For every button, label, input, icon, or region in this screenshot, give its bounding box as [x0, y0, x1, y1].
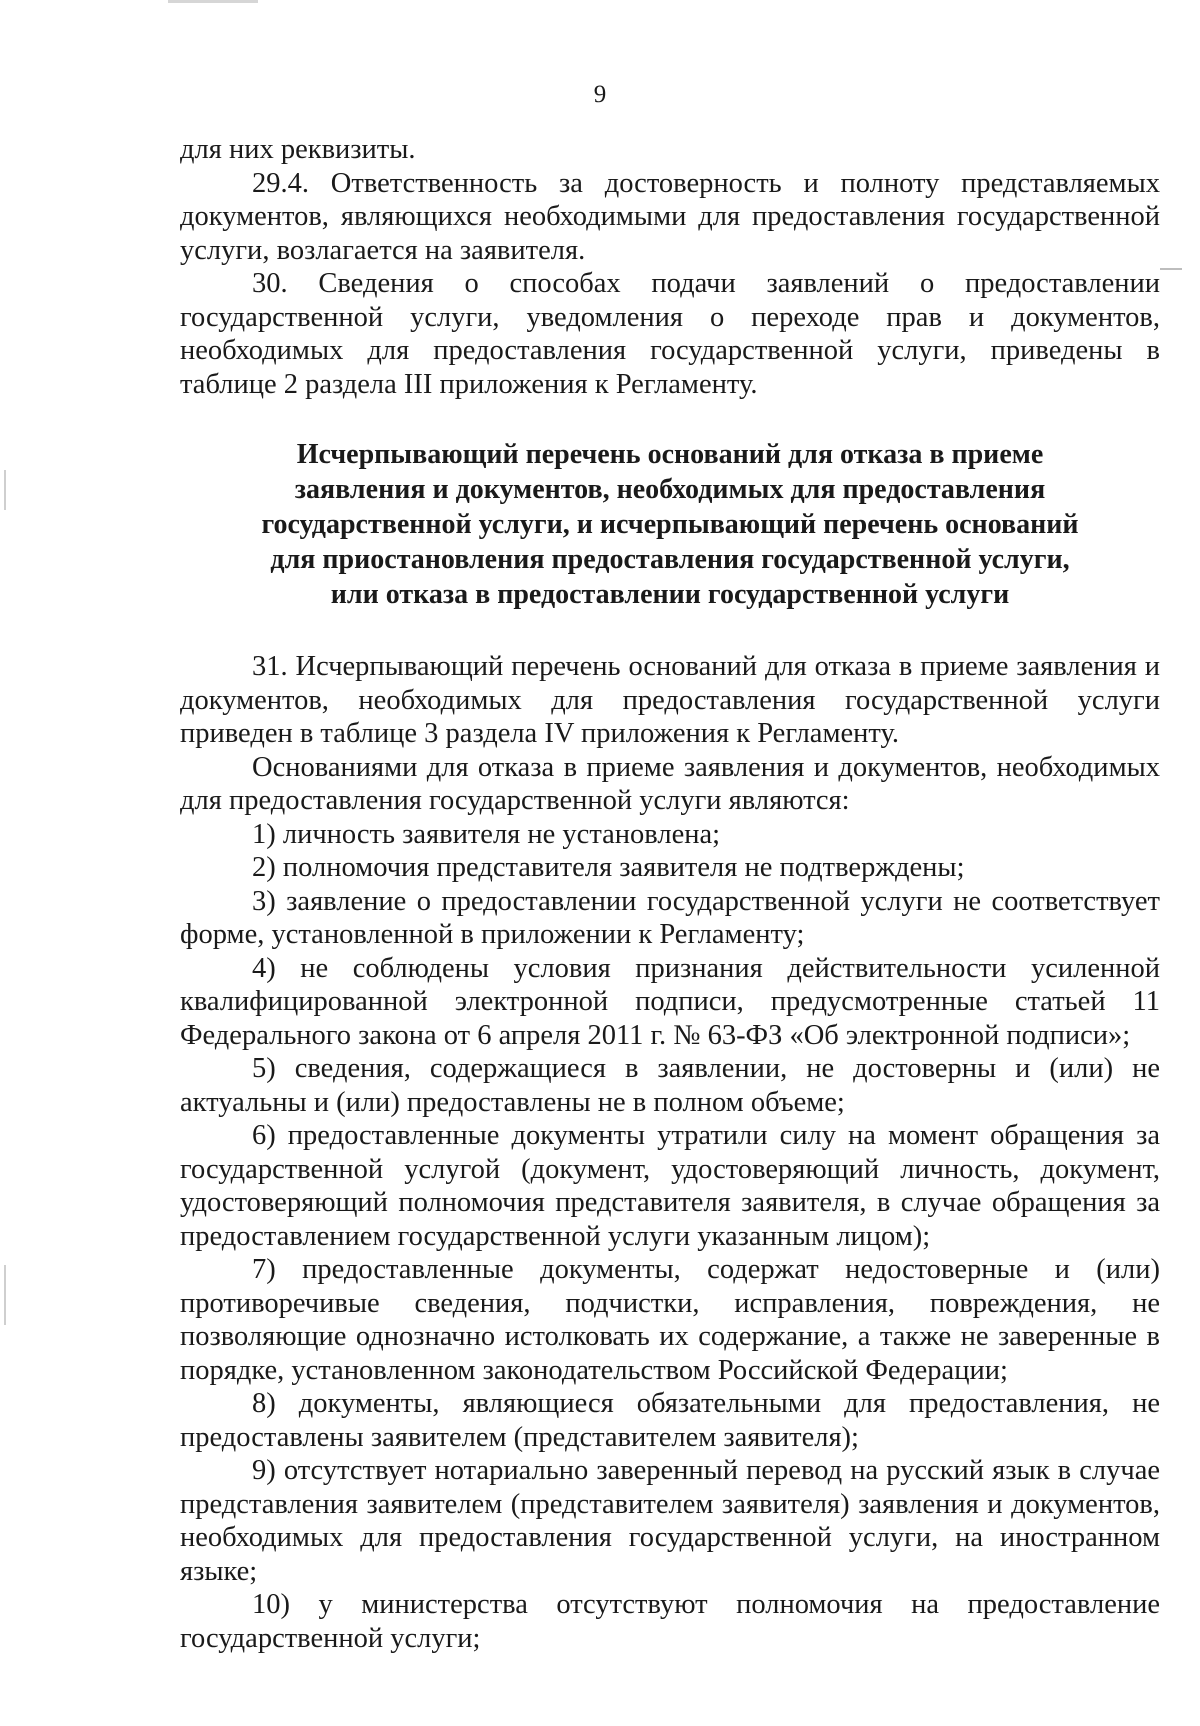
paragraph: 1) личность заявителя не установлена; [252, 818, 721, 850]
heading-line: для приостановления предоставления государственной услуги, [270, 544, 1070, 575]
paragraph: для них реквизиты. [180, 134, 416, 165]
section-heading [180, 437, 1160, 612]
scan-artifact [4, 470, 6, 510]
paragraph: 9) отсутствует нотариально заверенный перевод на русский язык в случае представления заявителем (представителем заявителя) заявления и документов, необходимых для предоставления государственной услуги, на иностранном языке; [180, 1455, 1160, 1587]
paragraph: 7) предоставленные документы, содержат недостоверные и (или) противоречивые сведения, подчистки, исправления, повреждения, не позволяющие однозначно истолковать их содержание, а также не заверенные в порядке, установленном законодательством Российской Федерации; [180, 1254, 1160, 1386]
paragraph: 4) не соблюдены условия признания действительности усиленной квалифицированной электронной подписи, предусмотренные статьей 11 Федерального закона от 6 апреля 2011 г. № 63-ФЗ «Об электронной подписи»; [180, 952, 1160, 1051]
paragraph: 10) у министерства отсутствуют полномочия на предоставление государственной услуги; [180, 1589, 1160, 1654]
heading-line: государственной услуги, и исчерпывающий перечень оснований [261, 509, 1079, 540]
paragraph: 29.4. Ответственность за достоверность и полноту представляемых документов, являющихся необходимыми для предоставления государственной услуги, возлагается на заявителя. [180, 167, 1160, 266]
paragraph: 6) предоставленные документы утратили силу на момент обращения за государственной услугой (документ, удостоверяющий личность, документ, удостоверяющий полномочия представителя заявителя, в случае обращения за предоставлением государственной услуги указанным лицом); [180, 1120, 1160, 1252]
paragraph: 8) документы, являющиеся обязательными для предоставления, не предоставлены заявителем (представителем заявителя); [180, 1388, 1160, 1453]
paragraph: 3) заявление о предоставлении государственной услуги не соответствует форме, установленной в приложении к Регламенту; [180, 885, 1160, 950]
heading-line: заявления и документов, необходимых для предоставления [294, 474, 1046, 505]
scan-artifact [4, 1265, 6, 1325]
scan-artifact [168, 0, 258, 3]
paragraph: 30. Сведения о способах подачи заявлений о предоставлении государственной услуги, уведомления о переходе прав и документов, необходимых для предоставления государственной услуги, приведены в таблице 2 раздела III приложения к Регламенту. [180, 268, 1160, 400]
paragraph: 5) сведения, содержащиеся в заявлении, не достоверны и (или) не актуальны и (или) предоставлены не в полном объеме; [180, 1053, 1160, 1118]
paragraph: 31. Исчерпывающий перечень оснований для отказа в приеме заявления и документов, необходимых для предоставления государственной услуги приведен в таблице 3 раздела IV приложения к Регламенту. [180, 651, 1160, 749]
scan-artifact [1160, 268, 1182, 270]
paragraph: Основаниями для отказа в приеме заявления и документов, необходимых для предоставления государственной услуги являются: [180, 751, 1160, 816]
page-number: 9 [593, 81, 607, 108]
heading-line: Исчерпывающий перечень оснований для отказа в приеме [296, 439, 1044, 470]
paragraphs-after-heading [180, 650, 1160, 1655]
document-body [180, 133, 1160, 1655]
paragraphs-before-heading [180, 133, 1160, 401]
paragraph: 2) полномочия представителя заявителя не подтверждены; [252, 852, 965, 883]
heading-line: или отказа в предоставлении государственной услуги [330, 579, 1010, 610]
